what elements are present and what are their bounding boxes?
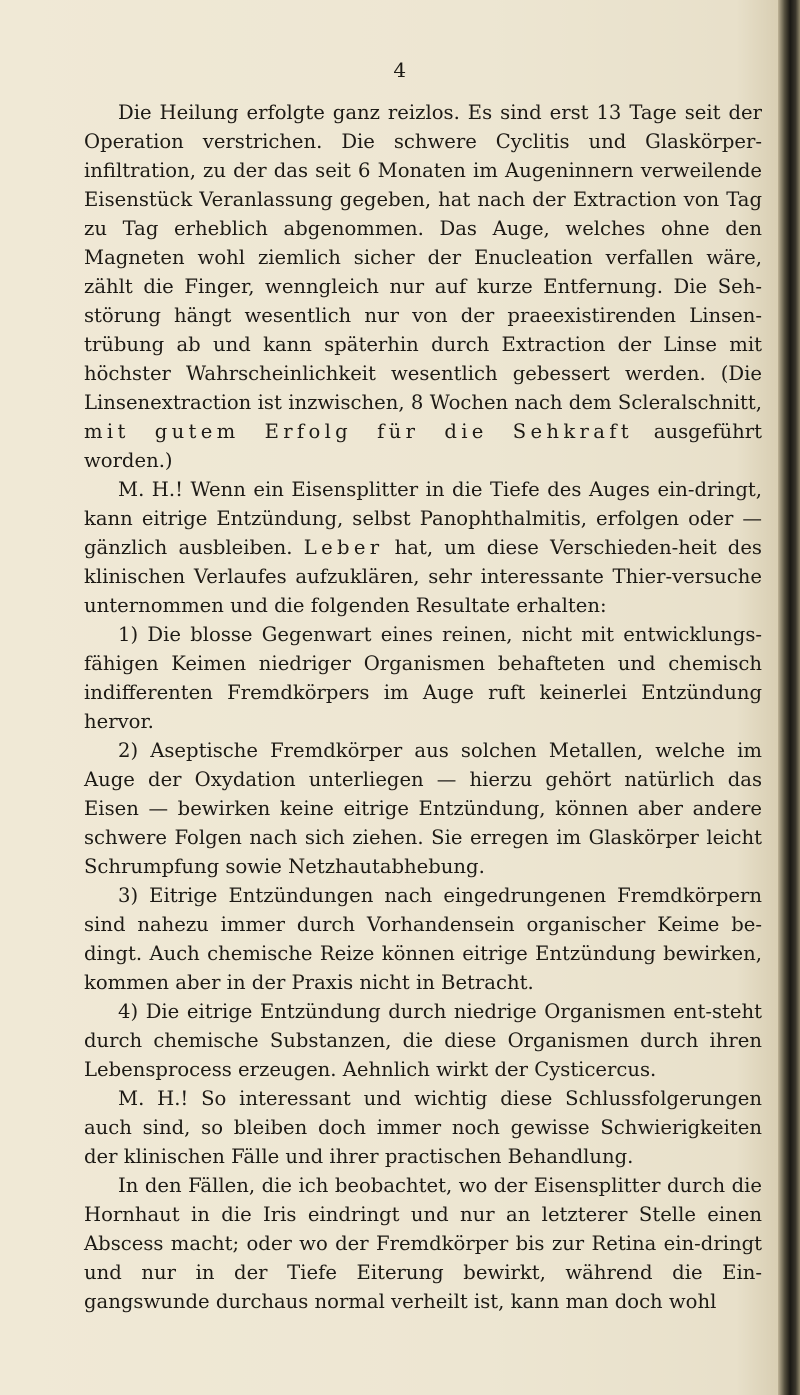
paragraph-introduction-text: M. H.! Wenn ein Eisensplitter in die Tiefe des Auges ein-dringt, kann eitrige Entzündung, selbst Panophthalmitis, erfolgen oder — gänzlich ausbleiben. [84,478,762,559]
paragraph-conclusions: M. H.! So interessant und wichtig diese Schlussfolgerungen auch sind, so bleiben doch immer noch gewisse Schwierigkeiten der klinischen Fälle und ihrer practischen Behandlung. [84,1087,762,1168]
spaced-emphasis: mit gutem Erfolg für die Sehkraft [84,420,633,443]
body-text [84,98,762,1316]
paragraph-healing-text: Die Heilung erfolgte ganz reizlos. Es sind erst 13 Tage seit der Operation verstrichen. Die schwere Cyclitis und Glaskörper-infiltration, zu der das seit 6 Monaten im Augeninnern verweilende Eisenstück Veranlassung gegeben, hat nach der Extraction von Tag zu Tag erheblich abgenommen. Das Auge, welches ohne den Magneten wohl ziemlich sicher der Enucleation verfallen wäre, zählt die Finger, wenngleich nur auf kurze Entfernung. Die Seh-störung hängt wesentlich nur von der praeexistirenden Linsen-trübung ab und kann späterhin durch Extraction der Linse mit höchster Wahrscheinlichkeit wesentlich gebessert werden. (Die Linsenextraction ist inzwischen, 8 Wochen nach dem Scleralschnitt, [84,101,762,414]
result-3: 3) Eitrige Entzündungen nach eingedrungenen Fremdkörpern sind nahezu immer durch Vorhandensein organischer Keime be-dingt. Auch chemische Reize können eitrige Entzündung bewirken, kommen aber in der Praxis nicht in Betracht. [84,884,762,994]
paragraph-clinical-cases: In den Fällen, die ich beobachtet, wo der Eisensplitter durch die Hornhaut in die Iris eindringt und nur an letzterer Stelle einen Abscess macht; oder wo der Fremdkörper bis zur Retina ein-dringt und nur in der Tiefe Eiterung bewirkt, während die Ein-gangswunde durchaus normal verheilt ist, kann man doch wohl [84,1174,762,1313]
paragraph-introduction-tail: hat, um diese Verschieden-heit des klinischen Verlaufes aufzuklären, sehr interessante Thier-versuche unternommen und die folgenden Resultate erhalten: [84,536,762,617]
page-number: 4 [393,58,407,82]
result-2: 2) Aseptische Fremdkörper aus solchen Metallen, welche im Auge der Oxydation unterliegen — hierzu gehört natürlich das Eisen — bewirken keine eitrige Entzündung, können aber andere schwere Folgen nach sich ziehen. Sie erregen im Glaskörper leicht Schrumpfung sowie Netzhautabhebung. [84,739,762,878]
result-1: 1) Die blosse Gegenwart eines reinen, nicht mit entwicklungs-fähigen Keimen niedriger Organismen behafteten und chemisch indifferenten Fremdkörpers im Auge ruft keinerlei Entzündung hervor. [84,623,762,733]
paragraph-introduction [84,475,762,620]
author-name-leber: Leber [303,536,384,559]
result-4: 4) Die eitrige Entzündung durch niedrige Organismen ent-steht durch chemische Substanzen, die diese Organismen durch ihren Lebensprocess erzeugen. Aehnlich wirkt der Cysticercus. [84,1000,762,1081]
paragraph-healing-tail: ausgeführt worden.) [84,420,762,472]
paragraph-healing [84,98,762,475]
book-binding-edge [778,0,800,1395]
